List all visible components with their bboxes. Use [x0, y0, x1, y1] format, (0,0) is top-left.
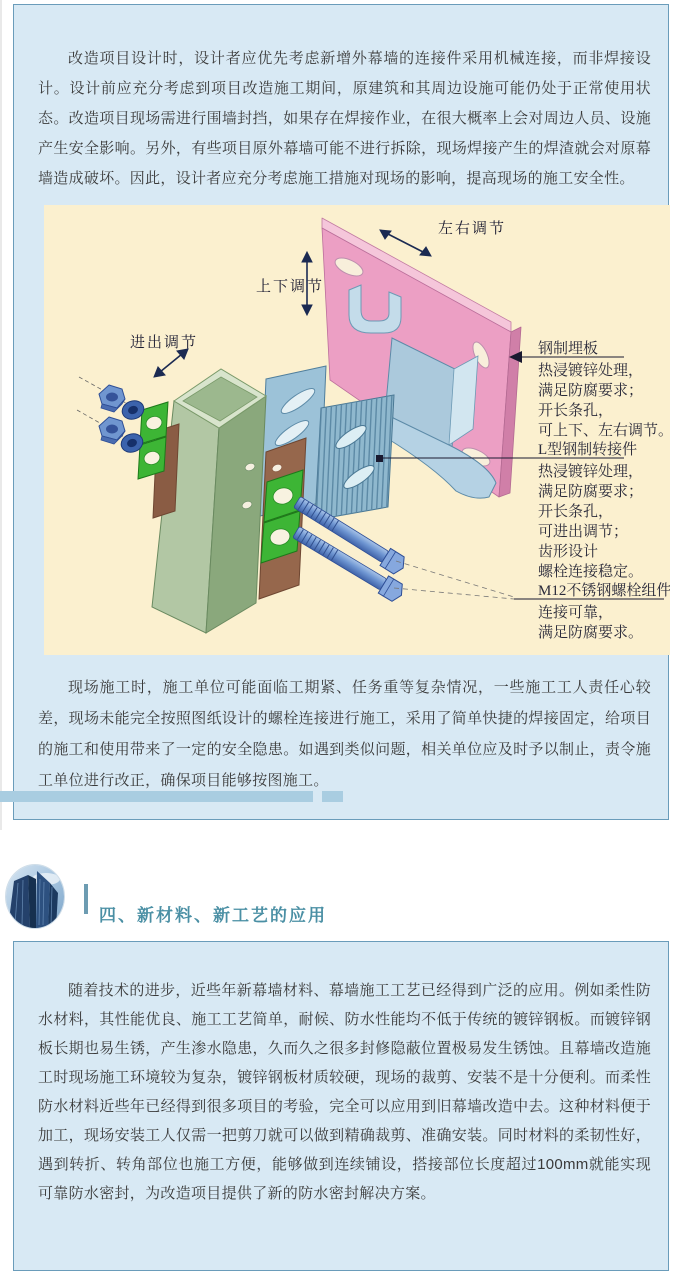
svg-text:热浸镀锌处理，: 热浸镀锌处理，: [538, 464, 644, 480]
svg-text:L型钢制转接件: L型钢制转接件: [538, 442, 638, 458]
paragraph-new-materials: 随着技术的进步，近些年新幕墙材料、幕墙施工工艺已经得到广泛的应用。例如柔性防水材料，其性能优良、施工工艺简单，耐候、防水性能均不低于传统的镀锌钢板。而镀锌钢板长期也易生锈，产生渗水隐患，久而久之很多封修隐蔽位置极易发生锈蚀。且幕墙改造施工时现场施工环境较为复杂，镀锌钢板材质较硬，现场的裁剪、安装不是十分便利。而柔性防水材料近些年已经得到很多项目的考验，完全可以应用到旧幕墙改造中去。这种材料便于加工，现场安装工人仅需一把剪刀就可以做到精确裁剪、准确安装。同时材料的柔韧性好，遇到转折、转角部位也施工方便，能够做到连续铺设，搭接部位长度超过100mm就能实现可靠防水密封，为改造项目提供了新的防水密封解决方案。: [38, 982, 651, 1202]
svg-text:满足防腐要求。: 满足防腐要求。: [538, 625, 644, 641]
section-title: 四、新材料、新工艺的应用: [99, 906, 327, 926]
svg-text:开长条孔，: 开长条孔，: [538, 403, 614, 419]
label-left-right: 左右调节: [438, 221, 507, 237]
building-photo-icon: [6, 865, 64, 928]
label-in-out: 进出调节: [130, 335, 199, 351]
label-up-down: 上下调节: [256, 279, 325, 295]
svg-text:开长条孔，: 开长条孔，: [538, 504, 614, 520]
decorative-bar-short: [322, 791, 343, 802]
section-icon-building: [6, 865, 64, 928]
svg-text:连接可靠，: 连接可靠，: [538, 605, 614, 621]
svg-text:齿形设计: 齿形设计: [538, 544, 599, 560]
svg-text:钢制埋板: 钢制埋板: [538, 341, 599, 357]
decorative-bar-long: [0, 791, 313, 802]
paragraph-design: 改造项目设计时，设计者应优先考虑新增外幕墙的连接件采用机械连接，而非焊接设计。设计前应充分考虑到项目改造施工期间，原建筑和其周边设施可能仍处于正常使用状态。改造项目现场需进行围墙封挡，如果存在焊接作业，在很大概率上会对周边人员、设施产生安全影响。另外，有些项目原外幕墙可能不进行拆除，现场焊接产生的焊渣就会对原幕墙造成破坏。因此，设计者应充分考虑施工措施对现场的影响，提高现场的施工安全性。: [38, 50, 651, 187]
svg-text:可上下、左右调节。: 可上下、左右调节。: [538, 423, 670, 439]
section-title-divider: [84, 884, 88, 914]
svg-text:螺栓连接稳定。: 螺栓连接稳定。: [538, 564, 644, 580]
svg-text:满足防腐要求；: 满足防腐要求；: [538, 383, 644, 399]
svg-text:M12不锈钢螺栓组件: M12不锈钢螺栓组件: [538, 583, 670, 599]
serrated-washer-plates-right: [261, 470, 303, 563]
svg-text:满足防腐要求；: 满足防腐要求；: [538, 484, 644, 500]
connector-diagram-svg: [44, 205, 670, 655]
svg-text:热浸镀锌处理，: 热浸镀锌处理，: [538, 363, 644, 379]
connector-exploded-diagram: [44, 205, 670, 655]
paragraph-site-construction: 现场施工时，施工单位可能面临工期紧、任务重等复杂情况，一些施工工人责任心较差，现场未能完全按照图纸设计的螺栓连接进行施工，采用了简单快捷的焊接固定，给项目的施工和使用带来了一定的安全隐患。如遇到类似问题，相关单位应及时予以制止，责令施工单位进行改正，确保项目能够按图施工。: [38, 679, 651, 789]
page-left-edge: [0, 0, 2, 830]
top-content-box: [13, 4, 669, 820]
bottom-content-box: [13, 941, 669, 1271]
svg-text:可进出调节；: 可进出调节；: [538, 524, 629, 540]
